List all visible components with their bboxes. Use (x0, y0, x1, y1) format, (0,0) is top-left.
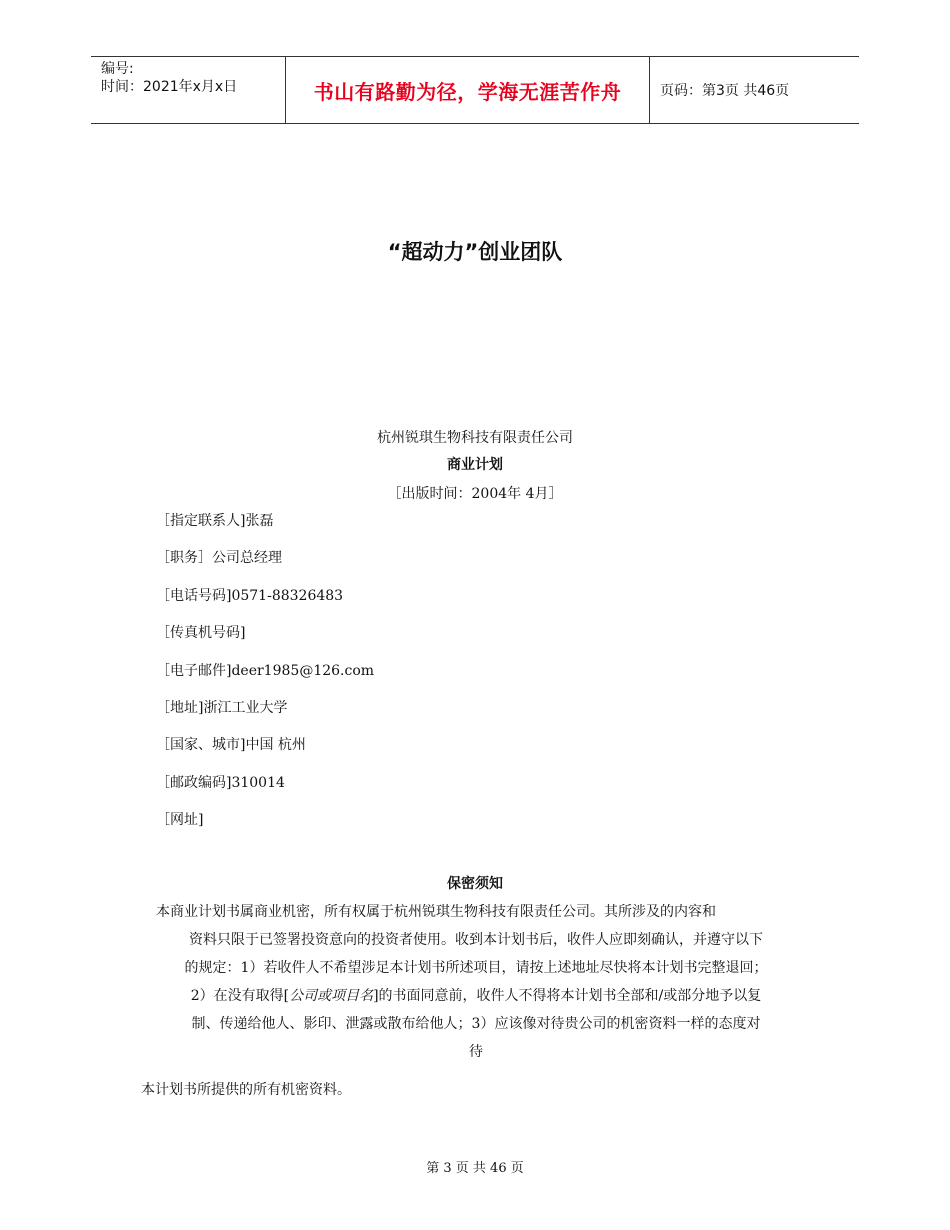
confidential-line-6: 待 (469, 1044, 483, 1060)
company-name: 杭州锐琪生物科技有限责任公司 (377, 430, 573, 446)
contact-website: ［网址] (156, 812, 204, 829)
contact-postcode: ［邮政编码]310014 (156, 774, 285, 791)
confidential-line-4 (142, 986, 810, 1006)
contact-address: ［地址]浙江工业大学 (156, 699, 288, 716)
header-page-info: 页码：第3页 共46页 (660, 83, 790, 99)
contact-position: ［职务］公司总经理 (156, 550, 282, 567)
line-4-italic: 公司或项目名 (289, 988, 374, 1004)
header-meta (91, 57, 286, 123)
confidential-title: 保密须知 (447, 876, 503, 892)
document-title: “超动力”创业团队 (387, 240, 563, 264)
page-header (91, 56, 859, 124)
number-label: 编号: (101, 61, 134, 77)
line-4-after: ]的书面同意前，收件人不得将本计划书全部和/或部分地予以复 (373, 988, 762, 1004)
header-motto: 书山有路勤为径，学海无涯苦作舟 (286, 57, 650, 123)
time-label: 时间：2021年x月x日 (101, 79, 238, 95)
plan-label: 商业计划 (447, 457, 503, 473)
contact-fax: ［传真机号码] (156, 625, 246, 642)
contact-phone: ［电话号码]0571-88326483 (156, 587, 344, 604)
line-4-before: 2）在没有取得[ (190, 988, 290, 1004)
confidential-line-1: 本商业计划书属商业机密，所有权属于杭州锐琪生物科技有限责任公司。其所涉及的内容和 (156, 904, 716, 920)
publication-date: ［出版时间：2004年 4月］ (387, 486, 563, 502)
confidential-line-3: 的规定：1）若收件人不希望涉足本计划书所述项目，请按上述地址尽快将本计划书完整退回； (184, 960, 768, 976)
confidential-line-2: 资料只限于已签署投资意向的投资者使用。收到本计划书后，收件人应即刻确认，并遵守以下 (189, 932, 763, 948)
contact-person: ［指定联系人]张磊 (156, 513, 274, 529)
page-footer: 第 3 页 共 46 页 (426, 1161, 524, 1176)
contact-list (156, 511, 374, 848)
confidential-line-5: 制、传递给他人、影印、泄露或散布给他人；3）应该像对待贵公司的机密资料一样的态度对 (191, 1016, 761, 1032)
confidential-last-line: 本计划书所提供的所有机密资料。 (141, 1082, 351, 1098)
contact-country-city: ［国家、城市]中国 杭州 (156, 737, 306, 754)
contact-email: ［电子邮件]deer1985@126.com (156, 662, 375, 679)
